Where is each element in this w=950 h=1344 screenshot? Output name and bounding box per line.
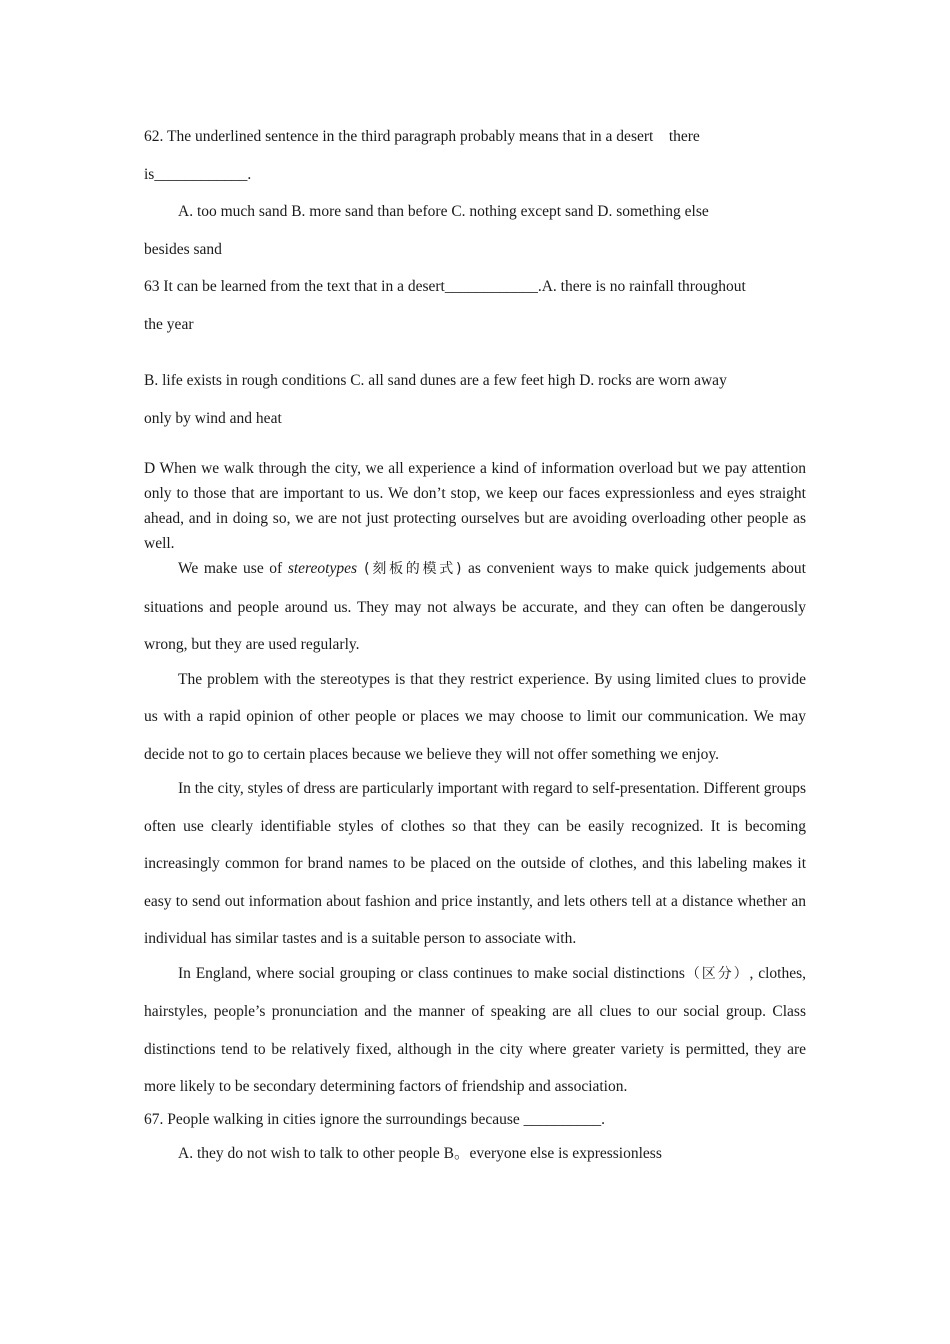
passage-d-paragraph-1: D When we walk through the city, we all experience a kind of information overload but we pay attention only to those that are important to us. We don’t stop, we keep our faces expressionless and eyes straight ahead, and in doing so, we are not just protecting ourselves but are avoiding overloading other people as well. — [144, 460, 806, 552]
spacer — [144, 437, 806, 456]
spacer — [144, 343, 806, 362]
exam-page — [144, 118, 806, 1171]
question-67-options: A. they do not wish to talk to other people B。everyone else is expressionless — [178, 1144, 662, 1162]
question-63-options-cont: only by wind and heat — [144, 409, 282, 427]
stereotypes-term: stereotypes — [287, 560, 357, 577]
question-62-stem: 62. The underlined sentence in the third paragraph probably means that in a desert there — [144, 128, 700, 145]
question-62-blank: is____________. — [144, 165, 252, 183]
question-63-stem-cont: the year — [144, 315, 194, 333]
passage-d-paragraph-3: The problem with the stereotypes is that they restrict experience. By using limited clues to provide us with a rapid opinion of other people or places we may choose to limit our communication. We may decide not to go to certain places because we believe they will not offer something we enjoy. — [144, 670, 806, 763]
question-67-stem: 67. People walking in cities ignore the surroundings because __________. — [144, 1110, 606, 1128]
question-63-stem: 63 It can be learned from the text that in a desert____________.A. there is no rainfall throughout — [144, 278, 746, 295]
question-62-options: A. too much sand B. more sand than before C. nothing except sand D. something else — [178, 203, 709, 220]
passage-d-paragraph-2: We make use of stereotypes (刻板的模式) as convenient ways to make quick judgements about situations and people around us. They may not always be accurate, and they can often be dangerously wrong, but they are used regularly. — [144, 560, 806, 653]
passage-d-paragraph-4: In the city, styles of dress are particularly important with regard to self-presentation. Different groups often use clearly identifiable styles of clothes so that they can be easily recognized. It is becoming increasingly common for brand names to be placed on the outside of clothes, and this labeling makes it easy to send out information about fashion and price instantly, and lets others tell at a distance whether an individual has similar tastes and is a suitable person to associate with. — [144, 780, 806, 947]
passage-d-paragraph-5: In England, where social grouping or class continues to make social distinctions（区分）, clothes, hairstyles, people’s pronunciation and the manner of speaking are all clues to our social group. Class distinctions tend to be relatively fixed, although in the city where greater variety is permitted, they are more likely to be secondary determining factors of friendship and association. — [144, 964, 807, 1095]
question-62-options-cont: besides sand — [144, 240, 222, 258]
question-63-options: B. life exists in rough conditions C. all sand dunes are a few feet high D. rocks are worn away — [144, 372, 727, 389]
